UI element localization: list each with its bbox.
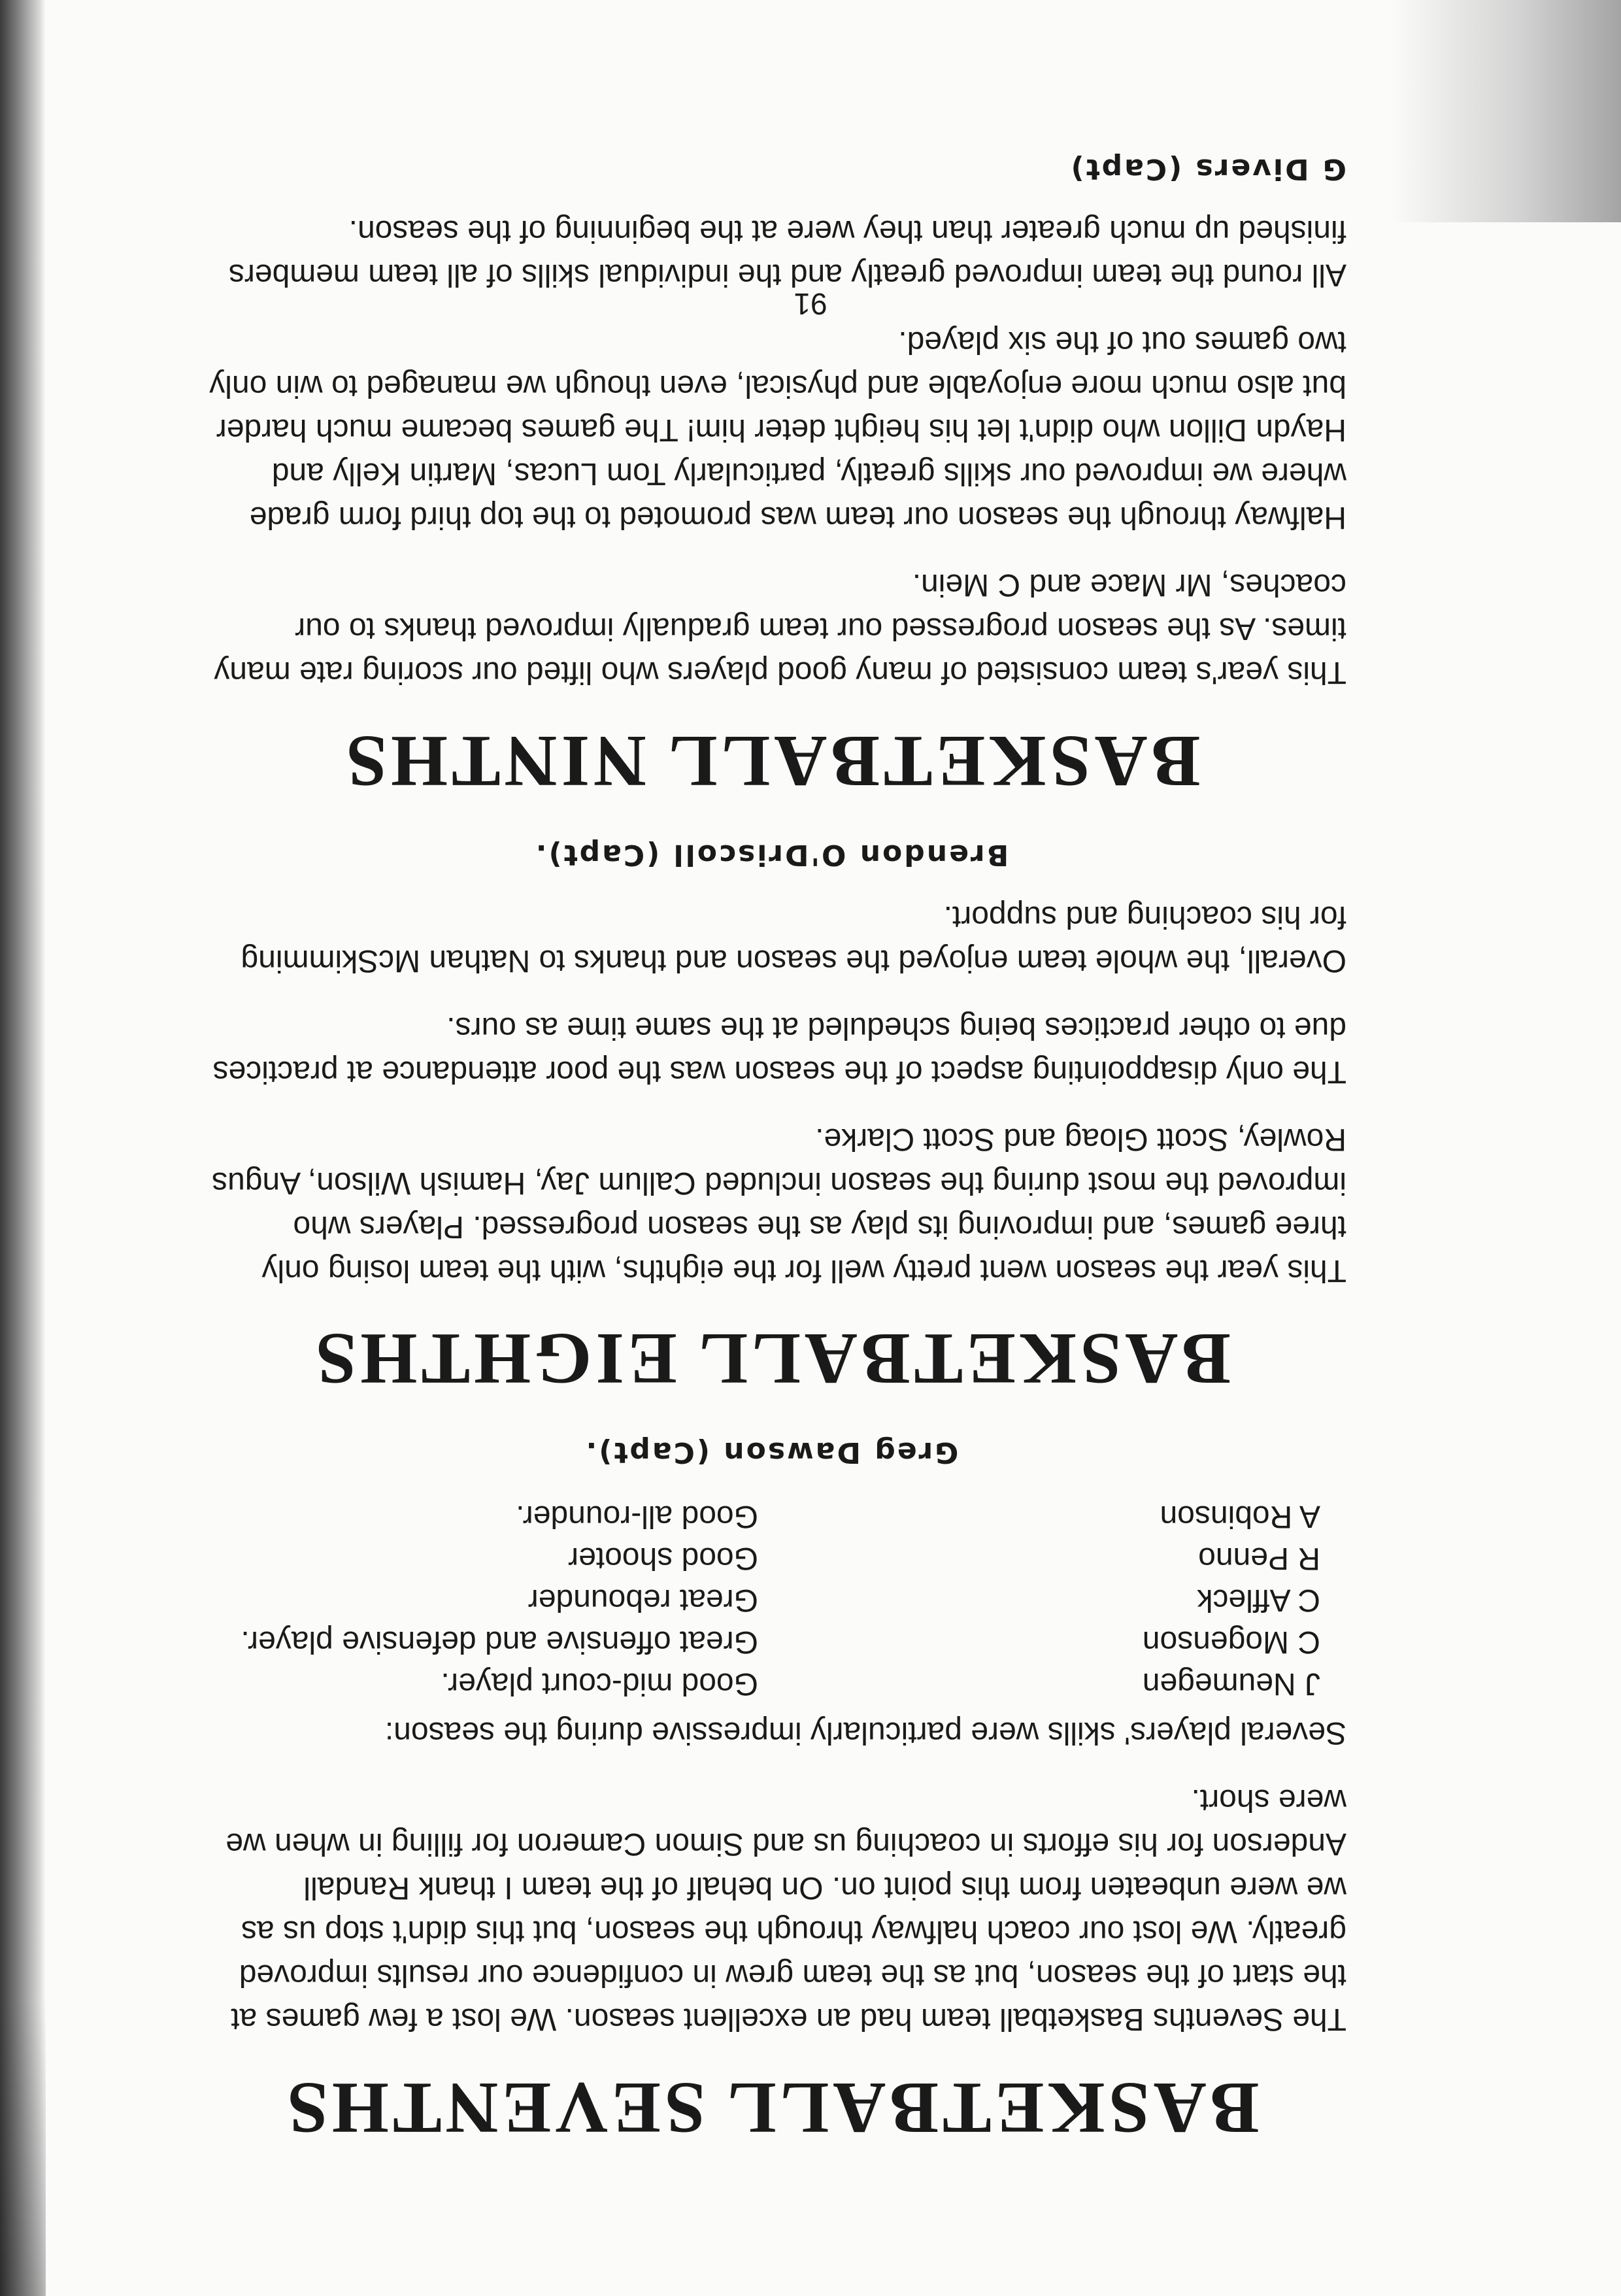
player-skill: Good shooter: [568, 1541, 758, 1576]
ninths-captain-signature: G Divers (Capt): [1069, 152, 1346, 186]
page-number: 91: [794, 287, 827, 321]
sevenths-captain-signature: Greg Dawson (Capt).: [584, 1436, 959, 1470]
player-skill: Good all-rounder.: [516, 1499, 758, 1534]
sevenths-title: BASKETBALL SEVENTHS: [283, 2067, 1260, 2148]
player-skills-table: [196, 1495, 1346, 1704]
page-content: [196, 113, 1346, 2146]
player-name: A Robinson: [1160, 1499, 1320, 1534]
player-name: J Neumegen: [1142, 1666, 1320, 1702]
table-row: [196, 1579, 1346, 1621]
player-name: R Penno: [1198, 1541, 1320, 1576]
ninths-title: BASKETBALL NINTHS: [342, 720, 1201, 802]
player-skill: Great offensive and defensive player.: [241, 1625, 758, 1660]
sevenths-paragraph-2: Several players' skills were particularly impressive during the season:: [384, 1715, 1346, 1751]
eighths-paragraph-3: Overall, the whole team enjoyed the season and thanks to Nathan McSkimming for his coaching and support.: [241, 899, 1346, 978]
table-row: [196, 1495, 1346, 1537]
section-sevenths: [196, 1436, 1346, 2146]
eighths-captain-signature: Brendon O'Driscoll (Capt).: [533, 837, 1009, 871]
ninths-paragraph-1: This year's team consisted of many good players who lifted our scoring rate many times. As the season progressed our team gradually improved thanks to our coaches, Mr Mace and C Mein.: [214, 567, 1346, 690]
player-skill: Great rebounder: [527, 1583, 758, 1618]
section-eighths: [196, 837, 1346, 1400]
player-skill: Good mid-court player.: [441, 1666, 758, 1702]
table-row: [196, 1621, 1346, 1663]
eighths-paragraph-1: This year the season went pretty well for the eighths, with the team losing only three games, and improving its play as the season progressed. Players who improved the most during the season included Callum Jay, Hamish Wilson, Angus Rowley, Scott Gloag and Scott Clarke.: [212, 1121, 1346, 1288]
eighths-paragraph-2: The only disappointing aspect of the season was the poor attendance at practices due to other practices being scheduled at the same time as ours.: [212, 1010, 1346, 1089]
sevenths-paragraph-1: The Sevenths Basketball team had an excellent season. We lost a few games at the start of the season, but as the team grew in confidence our results improved greatly. We lost our coach halfway through the season, but this didn't stop us as we were unbeaten from this point on. On behalf of the team I thank Randall Anderson for his efforts in coaching us and Simon Cameron for filling in when we were short.: [226, 1783, 1346, 2037]
ninths-paragraph-2: Halfway through the season our team was promoted to the top third form grade where we improved our skills greatly, particularly Tom Lucas, Martin Kelly and Haydn Dillon who didn't let his height deter him! The games became much harder but also much more enjoyable and physical, even though we managed to win only two games out of the six played.: [209, 325, 1346, 535]
player-name: C Affleck: [1197, 1583, 1320, 1618]
eighths-title: BASKETBALL EIGHTHS: [312, 1318, 1231, 1400]
player-name: C Mogenson: [1142, 1625, 1320, 1660]
table-row: [196, 1663, 1346, 1704]
section-ninths: [196, 152, 1346, 802]
table-row: [196, 1537, 1346, 1579]
ninths-paragraph-3: All round the team improved greatly and the individual skills of all team members finished up much greater than they were at the beginning of the season.: [228, 214, 1346, 293]
